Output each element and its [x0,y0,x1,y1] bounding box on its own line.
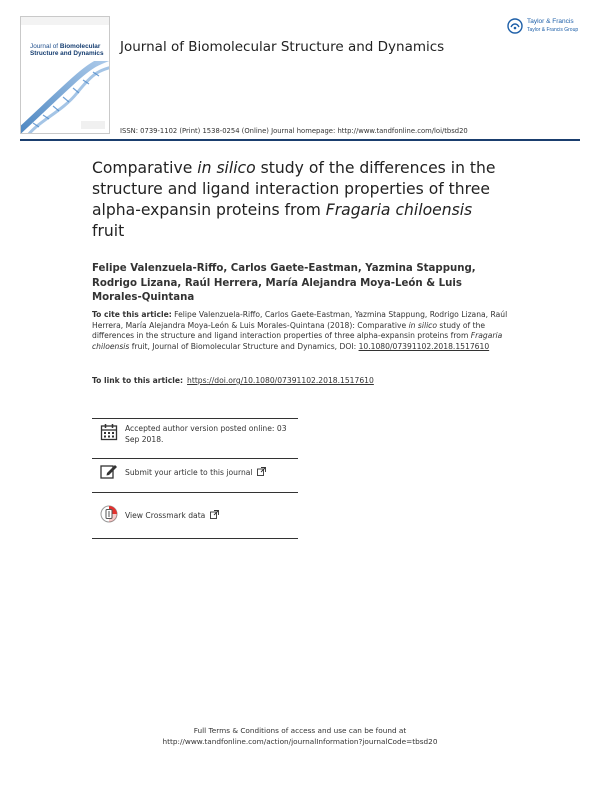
issn-text: ISSN: 0739-1102 (Print) 1538-0254 (Online) Journal homepage: [120,127,338,135]
title-part3: fruit [92,222,125,240]
citation-text3: fruit, Journal of Biomolecular Structure and Dynamics, DOI: [129,341,359,351]
journal-title: Journal of Biomolecular Structure and Dynamics [120,39,445,55]
citation-block [92,310,512,352]
citation-text1: Felipe Valenzuela-Riffo, Carlos Gaete-Eastman, Yazmina Stappung, Rodrigo Lizana, Raúl Herrera, María Alejandra Moya-León & Luis Morales-Quintana (2018): Comparative [92,310,508,330]
crossmark-link[interactable]: View Crossmark data [125,511,206,520]
crossmark-row [125,510,300,522]
title-italic2: Fragaria chiloensis [325,201,473,219]
publisher-logo-icon [507,18,523,34]
title-part2: study of the differences in the structure and ligand interaction properties of three alpha-expansin proteins from [92,159,496,219]
publisher-logo [507,18,589,38]
edit-icon [100,463,118,479]
crossmark-icon [100,505,118,523]
external-link-icon [210,510,219,519]
cover-title-line4: Dynamics [73,50,104,57]
accepted-version-item [100,423,300,459]
issn-line [120,127,468,135]
calendar-icon [100,423,118,441]
link-label: To link to this article: [92,376,184,385]
header-rule [20,139,580,141]
accepted-version-text: Accepted author version posted online: 03 Sep 2018. [125,424,287,444]
submit-article-link[interactable]: Submit your article to this journal [125,468,253,477]
link-to-article [92,376,374,385]
footer [0,726,600,747]
citation-text2: study of the differences in the structure and ligand interaction properties of three alpha-expansin proteins from [92,320,486,341]
footer-terms-link[interactable]: http://www.tandfonline.com/action/journalInformation?journalCode=tbsd20 [162,736,438,746]
publisher-logo-line2: Taylor & Francis Group [527,27,579,33]
cover-title-line1: Journal of [30,43,59,50]
cover-title-line2: Biomolecular [59,43,101,50]
citation-doi-link[interactable]: 10.1080/07391102.2018.1517610 [358,341,490,351]
article-authors: Felipe Valenzuela-Riffo, Carlos Gaete-Eastman, Yazmina Stappung, Rodrigo Lizana, Raúl Herrera, María Alejandra Moya-León & Luis Morales-Quintana [92,263,476,303]
submit-article-item[interactable] [100,463,300,489]
cover-dna-helix-graphic [21,61,109,133]
info-divider [92,492,298,493]
journal-homepage-link[interactable]: http://www.tandfonline.com/loi/tbsd20 [337,127,468,135]
cover-title [30,43,104,57]
external-link-icon [257,467,266,476]
title-part1: Comparative [92,159,198,177]
cover-title-line3: Structure and [30,50,72,57]
article-title [92,158,502,242]
cover-top-stripe [21,17,109,25]
journal-cover-image [20,16,110,134]
article-doi-link[interactable]: https://doi.org/10.1080/07391102.2018.1517610 [187,376,374,385]
crossmark-item[interactable] [100,505,300,529]
info-divider [92,538,298,539]
info-divider [92,458,298,459]
footer-line1: Full Terms & Conditions of access and use can be found at [193,726,407,735]
publisher-logo-line1: Taylor & Francis [527,18,574,25]
citation-italic1: in silico [408,320,438,330]
title-italic1: in silico [197,159,256,177]
citation-label: To cite this article: [92,310,172,319]
citation-italic2: Fragaria chiloensis [92,331,503,351]
info-divider [92,418,298,419]
submit-article-row [125,467,300,479]
